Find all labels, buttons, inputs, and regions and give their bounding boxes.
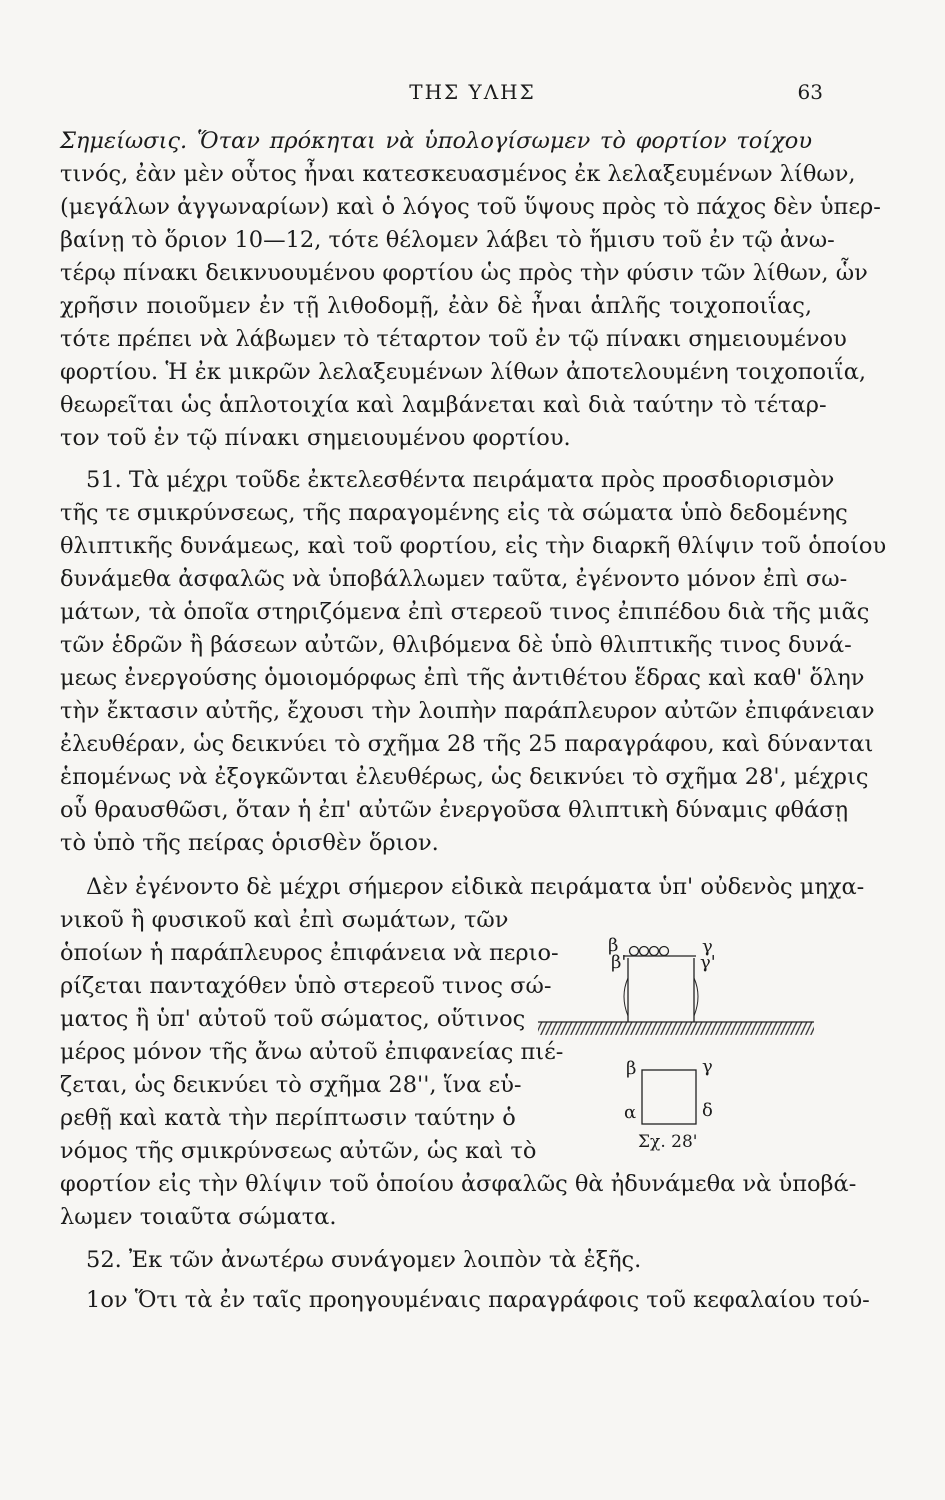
page-number: 63 (797, 80, 823, 104)
ground-hatch (538, 1022, 814, 1035)
text-line: νόμος τῆς σμικρύνσεως αὐτῶν, ὡς καὶ τὸ (60, 1138, 537, 1164)
text-line: μάτων, τὰ ὁποῖα στηριζόμενα ἐπὶ στερεοῦ τινος ἐπιπέδου διὰ τῆς μιᾶς (60, 599, 870, 625)
text-line: ρεθῇ καὶ κατὰ τὴν περίπτωσιν ταύτην ὁ (60, 1105, 516, 1131)
label-b-lower: β (626, 1058, 637, 1079)
text-line: ματος ἢ ὑπ' αὐτοῦ τοῦ σώματος, οὕτινος (60, 1006, 526, 1032)
text-line: Σημείωσις. Ὅταν πρόκηται νὰ ὑπολογίσωμεν τὸ φορτίον τοίχου (60, 128, 812, 154)
running-title: ΤΗΣ ΥΛΗΣ (409, 80, 536, 104)
text-line: τον τοῦ ἐν τῷ πίνακι σημειουμένου φορτίου. (60, 425, 571, 451)
label-g-lower: γ (702, 1056, 713, 1077)
label-b-prime: β' (611, 952, 627, 973)
text-line: Δὲν ἐγένοντο δὲ μέχρι σήμερον εἰδικὰ πειράματα ὑπ' οὐδενὸς μηχα- (86, 874, 865, 900)
text-line: μέρος μόνον τῆς ἄνω αὐτοῦ ἐπιφανείας πιέ- (60, 1039, 564, 1065)
text-line: νικοῦ ἢ φυσικοῦ καὶ ἐπὶ σωμάτων, τῶν (60, 907, 509, 933)
label-g-prime: γ' (700, 952, 716, 973)
running-header (0, 80, 945, 110)
label-d: δ (702, 1100, 713, 1121)
figure-caption: Σχ. 28' (638, 1132, 698, 1152)
text-line: χρῆσιν ποιοῦμεν ἐν τῇ λιθοδομῇ, ἐὰν δὲ ἦναι ἁπλῆς τοιχοποιΐας, (60, 293, 812, 319)
text-line: ζεται, ὡς δεικνύει τὸ σχῆμα 28'', ἵνα εὑ- (60, 1072, 522, 1098)
text-line: θεωρεῖται ὡς ἁπλοτοιχία καὶ λαμβάνεται καὶ διὰ ταύτην τὸ τέταρ- (60, 392, 827, 418)
text-line: τότε πρέπει νὰ λάβωμεν τὸ τέταρτον τοῦ ἐν τῷ πίνακι σημειουμένου (60, 326, 847, 352)
figure-drawing (530, 938, 822, 1158)
text-line: βαίνῃ τὸ ὅριον 10—12, τότε θέλομεν λάβει τὸ ἥμισυ τοῦ ἐν τῷ ἀνω- (60, 227, 835, 253)
text-line: τῶν ἑδρῶν ἢ βάσεων αὐτῶν, θλιβόμενα δὲ ὑπὸ θλιπτικῆς τινος δυνά- (60, 632, 852, 658)
text-line: τινός, ἐὰν μὲν οὗτος ἦναι κατεσκευασμένος ἐκ λελαξευμένων λίθων, (60, 161, 856, 187)
text-line: ρίζεται πανταχόθεν ὑπὸ στερεοῦ τινος σώ- (60, 973, 552, 999)
text-line: τὴν ἔκτασιν αὐτῆς, ἔχουσι τὴν λοιπὴν παράπλευρον αὐτῶν ἐπιφάνειαν (60, 698, 875, 724)
text-line: τὸ ὑπὸ τῆς πείρας ὁρισθὲν ὅριον. (60, 830, 439, 856)
figure-28-prime (530, 935, 822, 1158)
lower-body (642, 1070, 696, 1124)
text-line: δυνάμεθα ἀσφαλῶς νὰ ὑποβάλλωμεν ταῦτα, ἐγένοντο μόνον ἐπὶ σω- (60, 566, 848, 592)
text-line: φορτίον εἰς τὴν θλίψιν τοῦ ὁποίου ἀσφαλῶς θὰ ἠδυνάμεθα νὰ ὑποβά- (60, 1171, 857, 1197)
text-line: ἑπομένως νὰ ἐξογκῶνται ἐλευθέρως, ὡς δεικνύει τὸ σχῆμα 28', μέχρις (60, 764, 869, 790)
label-b: β (608, 935, 619, 956)
text-line: λωμεν τοιαῦτα σώματα. (60, 1204, 337, 1230)
text-line: θλιπτικῆς δυνάμεως, καὶ τοῦ φορτίου, εἰς τὴν διαρκῆ θλίψιν τοῦ ὁποίου (60, 533, 887, 559)
label-g: γ (702, 936, 713, 957)
text-line: τέρῳ πίνακι δεικνυουμένου φορτίου ὡς πρὸς τὴν φύσιν τῶν λίθων, ὧν (60, 260, 868, 286)
text-line: 51. Τὰ μέχρι τοῦδε ἐκτελεσθέντα πειράματα πρὸς προσδιορισμὸν (86, 467, 835, 493)
text-line: μεως ἐνεργούσης ὁμοιομόρφως ἐπὶ τῆς ἀντιθέτου ἕδρας καὶ καθ' ὅλην (60, 665, 865, 691)
text-line: οὗ θραυσθῶσι, ὅταν ἡ ἐπ' αὐτῶν ἐνεργοῦσα θλιπτικὴ δύναμις φθάσῃ (60, 797, 849, 823)
text-line: ὁποίων ἡ παράπλευρος ἐπιφάνεια νὰ περιο- (60, 940, 559, 966)
upper-body (624, 947, 698, 1023)
text-line: 1ον Ὅτι τὰ ἐν ταῖς προηγουμέναις παραγράφοις τοῦ κεφαλαίου τού- (86, 1287, 870, 1313)
label-a: α (624, 1102, 637, 1123)
text-line: (μεγάλων ἀγγωναρίων) καὶ ὁ λόγος τοῦ ὕψους πρὸς τὸ πάχος δὲν ὑπερ- (60, 194, 881, 220)
text-line: τῆς τε σμικρύνσεως, τῆς παραγομένης εἰς τὰ σώματα ὑπὸ δεδομένης (60, 500, 848, 526)
text-line: φορτίου. Ἡ ἐκ μικρῶν λελαξευμένων λίθων ἀποτελουμένη τοιχοποιΐα, (60, 359, 867, 385)
text-line: ἐλευθέραν, ὡς δεικνύει τὸ σχῆμα 28 τῆς 25 παραγράφου, καὶ δύνανται (60, 731, 874, 757)
text-line: 52. Ἐκ τῶν ἀνωτέρω συνάγομεν λοιπὸν τὰ ἑξῆς. (86, 1247, 642, 1273)
